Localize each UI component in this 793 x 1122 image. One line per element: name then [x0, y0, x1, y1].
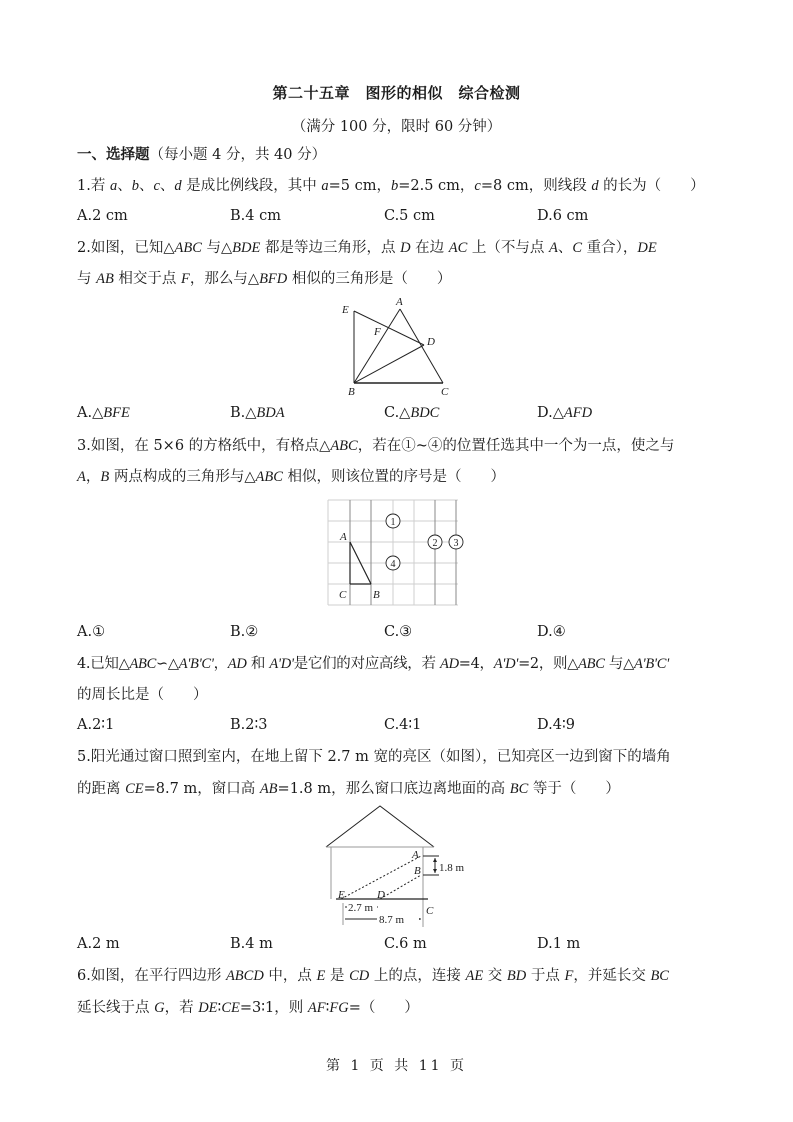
ed-length-label: 2.7 m — [348, 902, 374, 914]
text-run: ，若在①~④的位置任选其中一个为一点，使之与 — [357, 438, 675, 454]
text-run: ， — [213, 656, 228, 672]
text-run: 交 — [483, 968, 507, 984]
option-prefix: A.△ — [77, 405, 104, 421]
math-variable: c — [474, 178, 481, 194]
roof — [326, 806, 434, 847]
math-variable: AD — [227, 656, 247, 672]
text-run: 的距离 — [77, 781, 126, 797]
text-run: 是成比例线段，其中 — [181, 178, 322, 194]
q5-window-figure — [322, 803, 472, 929]
math-variable: B — [100, 469, 110, 485]
math-variable: F — [181, 271, 190, 287]
label-a: A — [396, 296, 403, 308]
text-run: ∶ — [325, 1000, 330, 1016]
label-a: A — [340, 531, 347, 543]
q1-option-a: A.2 cm — [77, 208, 128, 224]
math-variable: AFD — [563, 405, 593, 421]
q2-option-a — [77, 403, 130, 423]
math-variable: a — [109, 178, 118, 194]
page-title: 第二十五章 图形的相似 综合检测 — [272, 84, 521, 102]
math-variable: BD — [506, 968, 527, 984]
math-variable: ABC — [255, 469, 283, 485]
text-run: =5 cm， — [328, 178, 391, 194]
text-run: =2，则△ — [518, 656, 579, 672]
q4-option-d: D.4∶9 — [537, 717, 575, 733]
text-run: 延长线于点 — [77, 1000, 155, 1016]
q2-option-c — [384, 403, 439, 423]
text-run: =4， — [458, 656, 494, 672]
math-variable: b — [390, 178, 399, 194]
math-variable: CE — [221, 1000, 240, 1016]
text-run: 1.若 — [77, 178, 110, 194]
q4-option-a: A.2∶1 — [77, 717, 115, 733]
text-run: 4.已知△ — [77, 656, 130, 672]
math-variable: C — [572, 240, 583, 256]
math-variable: E — [316, 968, 326, 984]
page-number: 第 1 页 共 11 页 — [326, 1058, 467, 1074]
text-run: =3∶1，则 — [239, 1000, 308, 1016]
text-run: =1.8 m，那么窗口底边离地面的高 — [277, 781, 510, 797]
text-run: =2.5 cm， — [398, 178, 475, 194]
q5-option-a: A.2 m — [77, 936, 120, 952]
q4-option-b: B.2∶3 — [230, 717, 268, 733]
text-run: ∶ — [217, 1000, 222, 1016]
math-variable: F — [564, 968, 574, 984]
text-run: ∽△ — [156, 656, 179, 672]
text-run: 都是等边三角形，点 — [260, 240, 401, 256]
q3-option-a: A.① — [77, 624, 106, 640]
q3-option-c: C.③ — [384, 624, 413, 640]
light-ray-db — [380, 875, 421, 899]
label-f: F — [374, 326, 381, 338]
q1-option-b: B.4 cm — [230, 208, 281, 224]
math-variable: CE — [125, 781, 144, 797]
option-prefix: B.△ — [230, 405, 257, 421]
math-variable: ABC — [330, 438, 358, 454]
text-run: 2.如图，已知△ — [77, 240, 175, 256]
q5-option-d: D.1 m — [537, 936, 581, 952]
math-variable: BDC — [410, 405, 440, 421]
text-run: 相似的三角形是（ ） — [287, 271, 452, 287]
text-run: 两点构成的三角形与△ — [109, 469, 256, 485]
math-variable: FG — [329, 1000, 349, 1016]
q2-option-b — [230, 403, 285, 423]
math-variable: AD — [440, 656, 459, 672]
text-run: 相交于点 — [113, 271, 182, 287]
math-variable: AC — [448, 240, 468, 256]
text-run: ，那么与△ — [189, 271, 260, 287]
label-a: A — [412, 849, 419, 861]
position-3-label: 3 — [453, 538, 459, 549]
text-run: 、 — [557, 240, 573, 256]
option-prefix: C.△ — [384, 405, 411, 421]
q2-option-d — [537, 403, 592, 423]
question-4-line-1 — [77, 654, 669, 674]
q1-option-c: C.5 cm — [384, 208, 435, 224]
math-variable: ABC — [578, 656, 605, 672]
math-variable: BFD — [259, 271, 288, 287]
text-run: 3.如图，在 5×6 的方格纸中，有格点△ — [77, 438, 331, 454]
text-run: 与△ — [604, 656, 634, 672]
text-run: 的长为（ ） — [598, 178, 705, 194]
label-d: D — [377, 889, 385, 901]
text-run: 是它们的对应高线，若 — [293, 656, 441, 672]
question-5-line-1 — [77, 747, 671, 767]
math-variable: ABC — [174, 240, 202, 256]
math-variable: ABC — [129, 656, 156, 672]
position-2-label: 2 — [432, 538, 438, 549]
page-subtitle: （满分 100 分，限时 60 分钟） — [291, 119, 502, 135]
text-run: 于点 — [526, 968, 565, 984]
ec-length-label: 8.7 m — [379, 914, 405, 926]
math-variable: d — [591, 178, 599, 194]
question-3-line-1 — [77, 436, 674, 456]
text-run: ，并延长交 — [573, 968, 651, 984]
math-variable: A'B'C' — [633, 656, 669, 672]
text-run: =（ ） — [348, 1000, 419, 1016]
q3-option-b: B.② — [230, 624, 259, 640]
text-run: 的周长比是（ ） — [77, 687, 208, 703]
label-c: C — [426, 905, 434, 917]
question-6-line-1 — [77, 966, 669, 986]
segment-bd — [354, 345, 424, 383]
segment-ba — [354, 309, 400, 383]
text-run: 与△ — [201, 240, 233, 256]
label-b: B — [373, 589, 380, 601]
math-variable: c — [153, 178, 160, 194]
section-heading — [77, 145, 326, 165]
text-run: 5.阳光通过窗口照到室内，在地上留下 2.7 m 宽的亮区（如图），已知亮区一边到窗下的墙角 — [77, 749, 671, 765]
section-note: （每小题 4 分，共 40 分） — [149, 147, 327, 163]
math-variable: AB — [96, 271, 114, 287]
math-variable: BC — [650, 968, 669, 984]
math-variable: a — [321, 178, 329, 194]
text-run: 中，点 — [263, 968, 317, 984]
q5-option-c: C.6 m — [384, 936, 427, 952]
math-variable: AF — [307, 1000, 326, 1016]
text-run: ， — [85, 469, 101, 485]
math-variable: CD — [349, 968, 370, 984]
text-run: =8.7 m，窗口高 — [143, 781, 260, 797]
math-variable: BDA — [256, 405, 285, 421]
math-variable: G — [154, 1000, 165, 1016]
label-d: D — [427, 336, 435, 348]
question-3-line-2 — [77, 467, 505, 487]
text-run: 与 — [77, 271, 97, 287]
segment-ed — [354, 311, 424, 345]
text-run: 和 — [246, 656, 270, 672]
text-run: 上（不与点 — [467, 240, 550, 256]
question-2-line-2 — [77, 269, 451, 289]
math-variable: DE — [637, 240, 657, 256]
q1-option-d: D.6 cm — [537, 208, 589, 224]
question-4-line-2 — [77, 685, 208, 705]
option-prefix: D.△ — [537, 405, 564, 421]
section-title: 一、选择题 — [77, 147, 150, 163]
q2-triangle-figure — [338, 293, 458, 399]
text-run: 上的点，连接 — [369, 968, 466, 984]
math-variable: A'B'C' — [178, 656, 214, 672]
text-run: 在边 — [410, 240, 449, 256]
position-4-label: 4 — [390, 559, 396, 570]
math-variable: BFE — [103, 405, 130, 421]
text-run: 等于（ ） — [528, 781, 620, 797]
q3-option-d: D.④ — [537, 624, 566, 640]
text-run: 、 — [159, 178, 175, 194]
q4-option-c: C.4∶1 — [384, 717, 422, 733]
label-b: B — [414, 865, 421, 877]
math-variable: BC — [509, 781, 529, 797]
label-e: E — [342, 304, 349, 316]
math-variable: AB — [259, 781, 278, 797]
text-run: 、 — [117, 178, 132, 194]
math-variable: b — [131, 178, 139, 194]
math-variable: A'D' — [493, 656, 519, 672]
question-1-line-1 — [77, 176, 705, 196]
text-run: 相似，则该位置的序号是（ ） — [282, 469, 505, 485]
label-b: B — [348, 386, 355, 398]
label-c: C — [339, 589, 347, 601]
math-variable: A — [77, 469, 86, 485]
position-1-label: 1 — [390, 517, 396, 528]
text-run: 6.如图，在平行四边形 — [77, 968, 226, 984]
math-variable: A'D' — [269, 656, 294, 672]
math-variable: BDE — [232, 240, 261, 256]
grid-dark-lines — [350, 500, 456, 605]
text-run: 是 — [325, 968, 350, 984]
math-variable: D — [400, 240, 411, 256]
label-e: E — [338, 889, 345, 901]
q3-grid-figure — [326, 498, 466, 610]
label-c: C — [441, 386, 449, 398]
ab-length-label: 1.8 m — [439, 862, 465, 874]
question-5-line-2 — [77, 779, 620, 799]
text-run: 重合）， — [582, 240, 638, 256]
question-2-line-1 — [77, 238, 657, 258]
math-variable: DE — [198, 1000, 218, 1016]
math-variable: ABCD — [225, 968, 264, 984]
text-run: 、 — [138, 178, 154, 194]
q5-option-b: B.4 m — [230, 936, 273, 952]
text-run: =8 cm，则线段 — [480, 178, 592, 194]
question-6-line-2 — [77, 998, 419, 1018]
math-variable: AE — [465, 968, 484, 984]
text-run: ，若 — [164, 1000, 199, 1016]
math-variable: d — [174, 178, 182, 194]
math-variable: A — [549, 240, 558, 256]
